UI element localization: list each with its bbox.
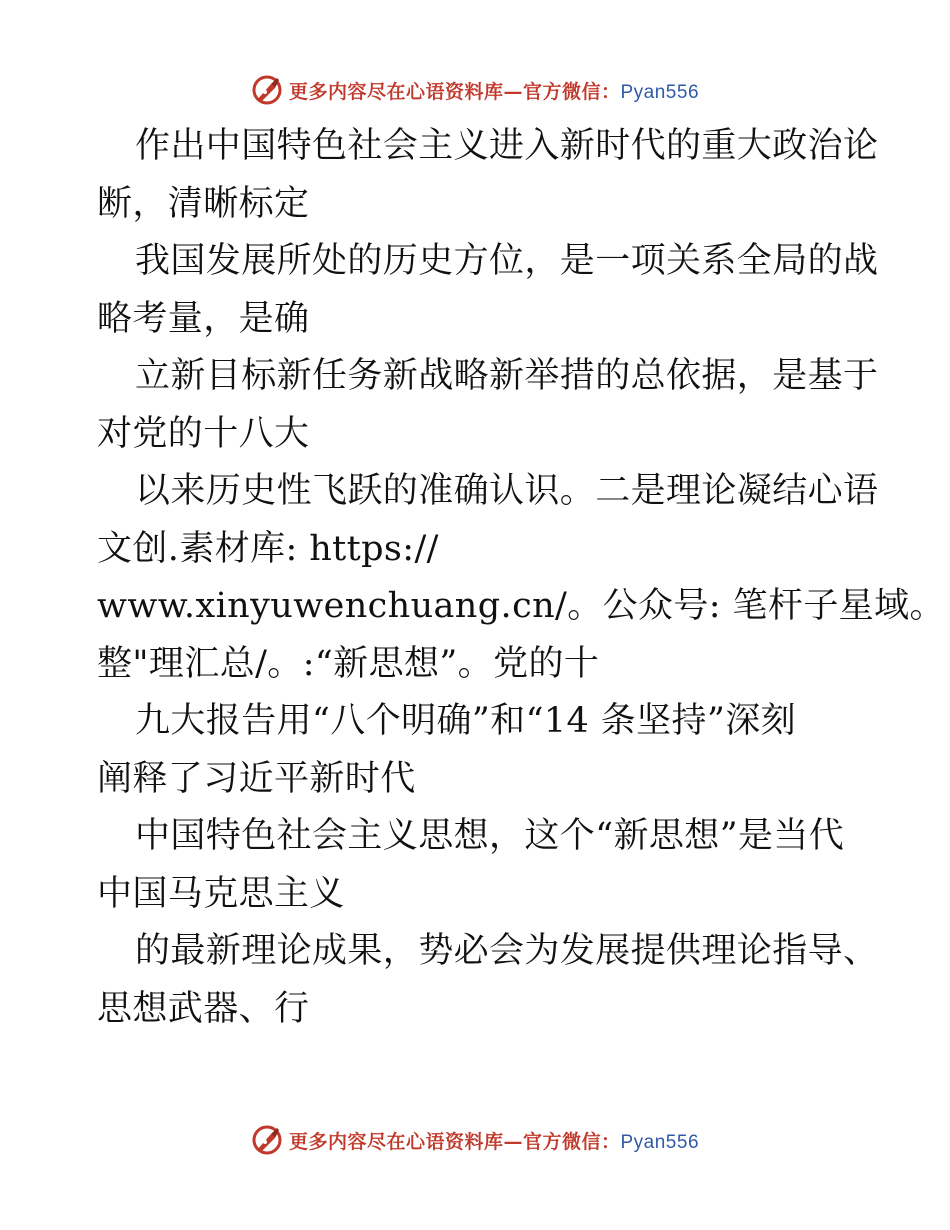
footer-watermark: [0, 1120, 950, 1160]
watermark-wechat-label: 官方微信：: [522, 1130, 621, 1153]
text-line: 阐释了习近平新时代: [97, 758, 416, 799]
watermark-main-text: 更多内容尽在心语资料库—: [288, 1130, 523, 1153]
text-line: 文创.素材库: https://: [97, 528, 439, 569]
text-line: 的最新理论成果，势必会为发展提供理论指导、: [135, 931, 879, 971]
pen-logo-icon: [251, 74, 283, 106]
text-line: 以来历史性飞跃的准确认识。二是理论凝结心语: [135, 471, 879, 511]
document-body: [97, 118, 945, 1038]
text-line: 对党的十八大: [97, 413, 310, 454]
text-line: 作出中国特色社会主义进入新时代的重大政治论: [135, 126, 879, 166]
watermark-wechat-id: Pyan556: [620, 1131, 700, 1153]
text-line: 断，清晰标定: [97, 183, 310, 224]
text-line: www.xinyuwenchuang.cn/。公众号: 笔杆子星域。: [97, 586, 945, 626]
pen-logo-icon: [251, 1124, 283, 1156]
text-line: 思想武器、行: [97, 988, 310, 1029]
text-line: 九大报告用“八个明确”和“14 条坚持”深刻: [135, 701, 797, 741]
text-line: 我国发展所处的历史方位，是一项关系全局的战: [135, 241, 879, 281]
watermark-main-text: 更多内容尽在心语资料库—: [288, 80, 523, 103]
text-line: 立新目标新任务新战略新举措的总依据，是基于: [135, 356, 879, 396]
text-line: 略考量，是确: [97, 298, 310, 339]
text-line: 整"理汇总/。:“新思想”。党的十: [97, 643, 600, 684]
text-line: 中国马克思主义: [97, 873, 345, 914]
watermark-wechat-id: Pyan556: [620, 81, 700, 103]
text-line: 中国特色社会主义思想，这个“新思想”是当代: [135, 816, 845, 856]
header-watermark: [0, 70, 950, 110]
watermark-wechat-label: 官方微信：: [522, 80, 621, 103]
